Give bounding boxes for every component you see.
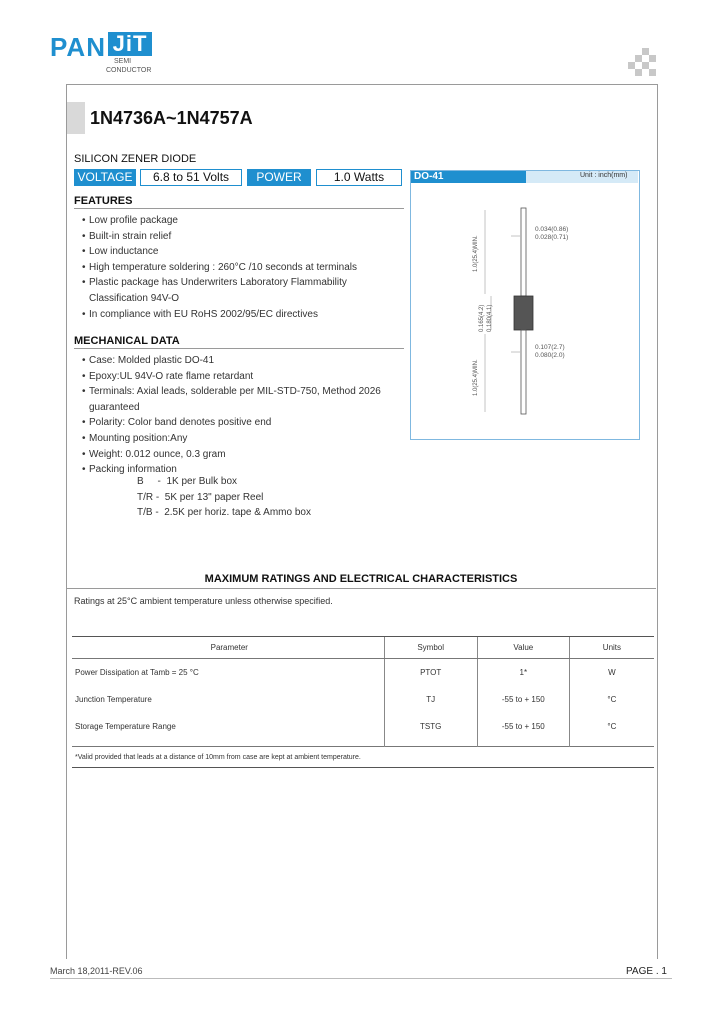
dim-lead-length-bottom: 1.0(25.4)MIN. [473,359,479,396]
packing-item: T/R - 5K per 13" paper Reel [137,492,264,503]
cell-value: 1* [477,659,569,687]
logo-sub2: CONDUCTOR [106,67,152,74]
feature-item: • Plastic package has Underwriters Laboratory Flammability Classification 94V-O [82,275,372,306]
dim-body-dia-min: 0.080(2.0) [535,352,565,359]
checker-decoration-icon [628,48,658,78]
feature-item: • Built-in strain relief [82,229,372,245]
package-unit: Unit : inch(mm) [580,172,628,179]
mechanical-item: • Case: Molded plastic DO-41 [82,353,382,369]
footer-divider [50,978,672,979]
ratings-note: Ratings at 25°C ambient temperature unless otherwise specified. [74,596,333,606]
ratings-title: MAXIMUM RATINGS AND ELECTRICAL CHARACTERISTICS [204,573,518,585]
mechanical-heading: MECHANICAL DATA [74,335,180,347]
dim-lead-length-top: 1.0(25.4)MIN. [473,235,479,272]
packing-item: T/B - 2.5K per horiz. tape & Ammo box [137,507,311,518]
cell-parameter: Storage Temperature Range [75,722,176,731]
logo-jit-text: JiT [108,32,152,56]
cell-value: -55 to + 150 [477,686,569,713]
cell-parameter: Junction Temperature [75,695,152,704]
cell-symbol: PTOT [384,659,477,687]
title-tab-decoration [67,102,85,134]
cell-symbol: TJ [384,686,477,713]
dim-lead-dia-max: 0.034(0.86) [535,226,569,233]
mechanical-item: • Packing information [82,462,382,478]
cell-parameter: Power Dissipation at Tamb = 25 °C [75,668,199,677]
mechanical-item: • Mounting position:Any [82,431,382,447]
lead-bottom [521,330,526,414]
logo-pan-text: PAN [50,32,106,62]
mechanical-divider [74,348,404,349]
table-row [72,659,654,687]
features-heading: FEATURES [74,195,133,207]
col-value: Value [477,637,569,659]
table-row [72,686,654,713]
table-header-row [72,637,654,659]
part-title: 1N4736A~1N4757A [90,108,253,128]
table-footnote: *Valid provided that leads at a distance of 10mm from case are kept at ambient temperature. [72,747,654,768]
dim-body-len-max: 0.165(4.2) [479,304,485,332]
feature-item: • High temperature soldering : 260°C /10 seconds at terminals [82,260,372,276]
do41-outline-drawing [411,184,638,437]
cell-units: °C [569,686,654,713]
feature-item: • Low profile package [82,213,372,229]
features-list [82,213,372,322]
table-row [72,713,654,747]
lead-top [521,208,526,296]
col-symbol: Symbol [384,637,477,659]
feature-item: • In compliance with EU RoHS 2002/95/EC directives [82,307,372,323]
mechanical-item: • Polarity: Color band denotes positive end [82,415,382,431]
footer-page: PAGE . 1 [626,966,667,977]
col-units: Units [569,637,654,659]
table-footnote-row [72,747,654,768]
cell-units: °C [569,713,654,747]
cell-units: W [569,659,654,687]
packing-item: B - 1K per Bulk box [137,476,238,487]
power-value: 1.0 Watts [316,169,402,186]
mechanical-item: • Epoxy:UL 94V-O rate flame retardant [82,369,382,385]
device-subtitle: SILICON ZENER DIODE [74,153,197,165]
voltage-value: 6.8 to 51 Volts [140,169,242,186]
power-label: POWER [247,169,311,186]
mechanical-list [82,353,382,478]
mechanical-item: • Terminals: Axial leads, solderable per MIL-STD-750, Method 2026 guaranteed [82,384,382,415]
dim-body-dia-max: 0.107(2.7) [535,344,565,351]
diode-body [514,296,533,330]
ratings-table [72,636,654,768]
dim-body-len-min: 0.180(4.1) [487,304,493,332]
package-label: DO-41 [411,171,526,183]
voltage-label: VOLTAGE [74,169,136,186]
footer-date: March 18,2011-REV.06 [50,966,143,976]
features-divider [74,208,404,209]
cell-value: -55 to + 150 [477,713,569,747]
mechanical-item: • Weight: 0.012 ounce, 0.3 gram [82,447,382,463]
feature-item: • Low inductance [82,244,372,260]
dim-lead-dia-min: 0.028(0.71) [535,234,569,241]
cell-symbol: TSTG [384,713,477,747]
logo-sub1: SEMI [114,58,132,65]
ratings-divider [66,588,656,589]
col-parameter: Parameter [72,637,384,659]
